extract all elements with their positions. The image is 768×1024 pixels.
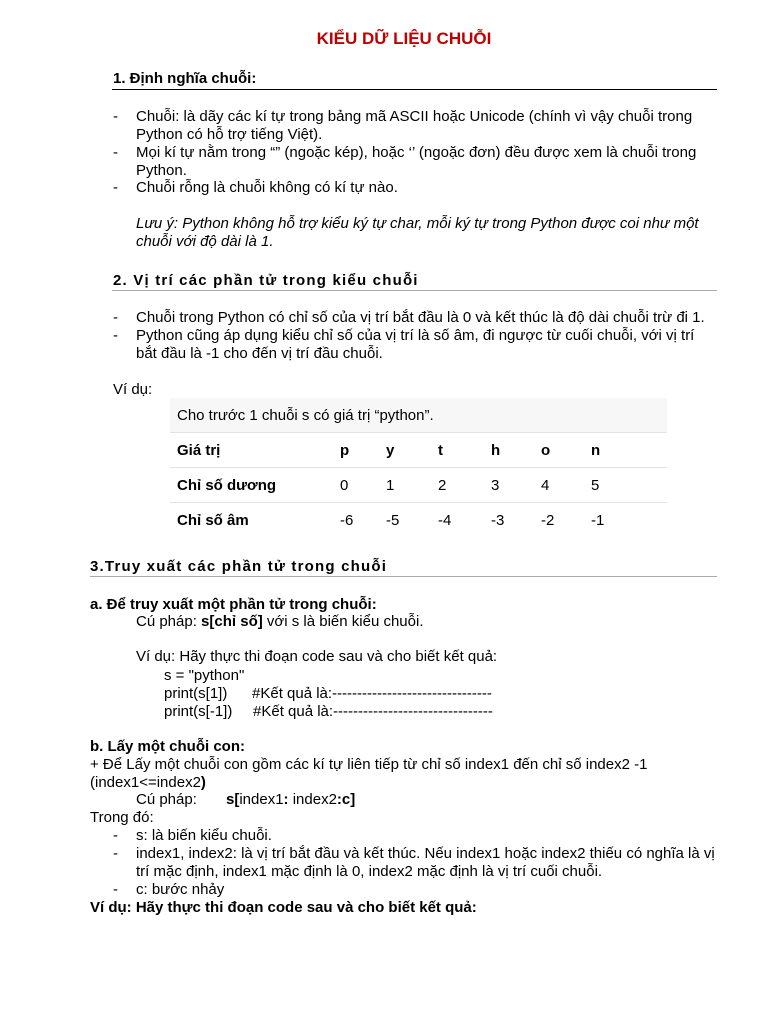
s2-bullet2-line2: bắt đầu là -1 cho đến vị trí đầu chuỗi.: [136, 345, 383, 362]
b-line2-paren: ): [200, 774, 206, 791]
subsection-b-heading: b. Lấy một chuỗi con:: [90, 738, 246, 755]
s2-bullet2-line1: Python cũng áp dụng kiểu chỉ số của vị trí là số âm, đi ngược từ cuối chuỗi, với vị trí: [136, 327, 695, 344]
a-syntax-line: [136, 613, 424, 631]
table-cell: -2: [541, 511, 555, 529]
table-cell: o: [534, 433, 584, 468]
table-cell: -1: [591, 511, 605, 529]
section2-heading: 2. Vị trí các phần tử trong kiểu chuỗi: [113, 272, 419, 289]
where-item3: c: bước nhảy: [136, 881, 225, 898]
table-caption: Cho trước 1 chuỗi s có giá trị “python”.: [170, 398, 667, 433]
note-line2: chuỗi với độ dài là 1.: [136, 233, 274, 250]
bullet-dash: -: [113, 881, 118, 898]
a-syntax-suffix: với s là biến kiểu chuỗi.: [262, 613, 424, 630]
bullet-dash: -: [113, 845, 118, 862]
table-cell: t: [431, 433, 484, 468]
section3-rule: [90, 576, 717, 577]
table-cell: 0: [333, 468, 379, 503]
s1-bullet2-line2: Python.: [136, 162, 187, 179]
s2-bullet1-line1: Chuỗi trong Python có chỉ số của vị trí bắt đầu là 0 và kết thúc là độ dài chuỗi trừ đi 1.: [136, 309, 705, 326]
bullet-dash: -: [113, 108, 118, 125]
section1-rule: [112, 89, 717, 90]
b-description-line1: + Để Lấy một chuỗi con gồm các kí tự liên tiếp từ chỉ số index1 đến chỉ số index2 -1: [90, 756, 648, 773]
b-line2-text: (index1<=index2: [90, 774, 201, 791]
a-syntax-prefix: Cú pháp:: [136, 613, 202, 630]
bullet-dash: -: [113, 827, 118, 844]
where-item2-line1: index1, index2: là vị trí bắt đầu và kết thúc. Nếu index1 hoặc index2 thiếu có nghĩa là vị: [136, 845, 715, 862]
table-cell: 5: [584, 468, 667, 503]
table-row: [170, 433, 667, 468]
b-description-line2: [90, 774, 206, 792]
bullet-dash: -: [113, 179, 118, 196]
final-example-heading: Ví dụ: Hãy thực thi đoạn code sau và cho biết kết quả:: [90, 899, 477, 916]
a-syntax-code: s[chỉ số]: [201, 613, 263, 630]
table-row: [170, 503, 667, 538]
b-syntax-index1: index1: [239, 791, 284, 808]
subsection-a-heading: a. Để truy xuất một phần tử trong chuỗi:: [90, 596, 377, 613]
section1-heading: 1. Định nghĩa chuỗi:: [113, 70, 257, 87]
code-line-3-comment: #Kết quả là:--------------------------------: [253, 703, 493, 720]
table-cell: -3: [491, 511, 505, 529]
table-cell: n: [584, 433, 667, 468]
example-label: Ví dụ:: [113, 381, 153, 398]
row-label: Chỉ số dương: [170, 468, 333, 503]
table-caption-row: [170, 398, 667, 433]
table-cell: 2: [431, 468, 484, 503]
table-row: [170, 468, 667, 503]
bullet-dash: -: [113, 144, 118, 161]
s1-bullet1-line2: Python có hỗ trợ tiếng Việt).: [136, 126, 323, 143]
where-item2-line2: trí mặc định, index1 mặc định là 0, index2 mặc định là vị trí cuối chuỗi.: [136, 863, 603, 880]
b-syntax-colon: :: [283, 791, 293, 808]
table-cell: h: [484, 433, 534, 468]
document-title: KIỂU DỮ LIỆU CHUỖI: [316, 29, 492, 48]
table-cell: 1: [379, 468, 431, 503]
table-cell: p: [333, 433, 379, 468]
table-cell: 3: [484, 468, 534, 503]
b-syntax-index2: index2: [292, 791, 337, 808]
table-cell: -4: [438, 511, 452, 529]
code-line-3: print(s[-1]): [164, 703, 233, 720]
code-line-1: s = "python": [164, 667, 245, 684]
table-cell: 4: [534, 468, 584, 503]
b-syntax-end: :c]: [336, 791, 356, 808]
code-line-2-comment: #Kết quả là:--------------------------------: [252, 685, 492, 702]
where-item1: s: là biến kiểu chuỗi.: [136, 827, 272, 844]
python-index-table: [170, 398, 667, 537]
note-line1: Lưu ý: Python không hỗ trợ kiểu ký tự char, mỗi ký tự trong Python được coi như một: [136, 215, 699, 232]
code-line-2: print(s[1]): [164, 685, 228, 702]
table-cell: -6: [340, 511, 354, 529]
b-syntax-code: [226, 791, 355, 809]
section3-heading: 3.Truy xuất các phần tử trong chuỗi: [90, 558, 388, 575]
b-syntax-s: s[: [226, 791, 240, 808]
table-cell: y: [379, 433, 431, 468]
s1-bullet2-line1: Mọi kí tự nằm trong “” (ngoặc kép), hoặc ‘’ (ngoặc đơn) đều được xem là chuỗi trong: [136, 144, 697, 161]
s1-bullet1-line1: Chuỗi: là dãy các kí tự trong bảng mã ASCII hoặc Unicode (chính vì vậy chuỗi trong: [136, 108, 693, 125]
table-cell: -5: [386, 511, 400, 529]
where-label: Trong đó:: [90, 809, 154, 826]
section2-rule: [112, 290, 717, 291]
b-syntax-label: Cú pháp:: [136, 791, 197, 808]
s1-bullet3-line1: Chuỗi rỗng là chuỗi không có kí tự nào.: [136, 179, 398, 196]
bullet-dash: -: [113, 309, 118, 326]
a-example-text: Ví dụ: Hãy thực thi đoạn code sau và cho biết kết quả:: [136, 648, 498, 665]
bullet-dash: -: [113, 327, 118, 344]
row-label: Giá trị: [170, 433, 333, 468]
row-label: Chỉ số âm: [177, 511, 249, 529]
